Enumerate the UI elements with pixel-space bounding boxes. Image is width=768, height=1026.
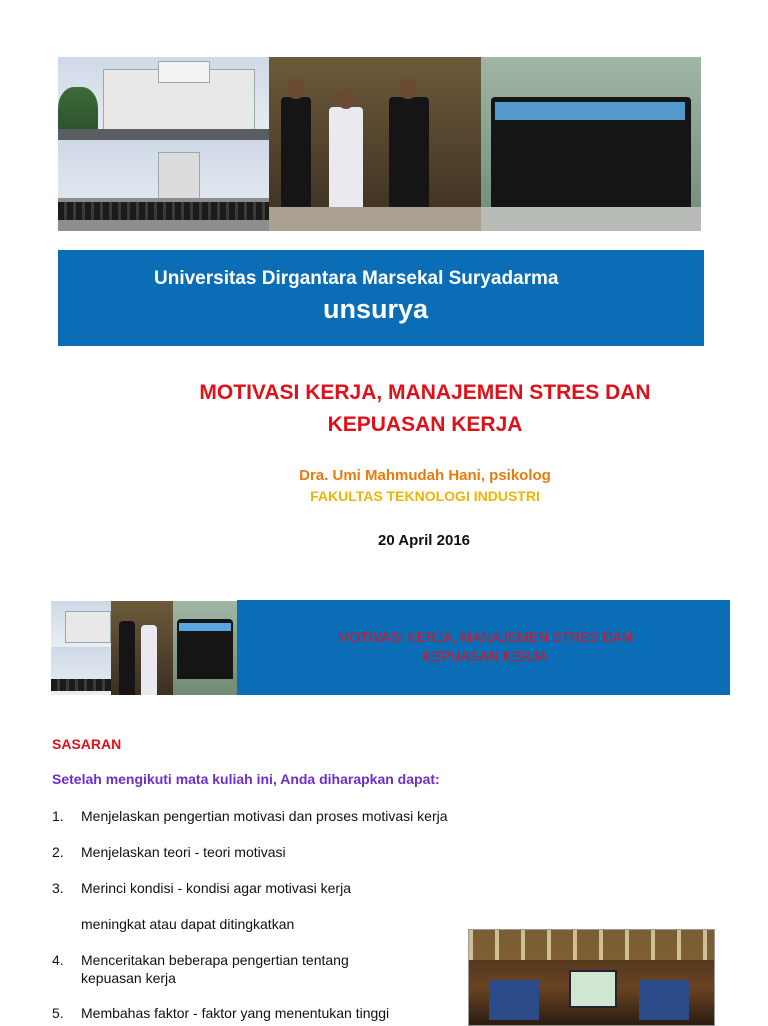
- list-item-number: 2.: [52, 844, 64, 860]
- objectives-intro: Setelah mengikuti mata kuliah ini, Anda diharapkan dapat:: [52, 771, 440, 787]
- objectives-heading: SASARAN: [52, 736, 122, 752]
- small-monument-photo: [51, 647, 111, 695]
- list-item: Menceritakan beberapa pengertian tentang: [81, 952, 349, 968]
- campus-photo: [58, 57, 269, 140]
- faculty-name: FAKULTAS TEKNOLOGI INDUSTRI: [310, 488, 540, 504]
- document-title-line1: MOTIVASI KERJA, MANAJEMEN STRES DAN: [199, 381, 651, 404]
- list-item: Merinci kondisi - kondisi agar motivasi kerja: [81, 880, 351, 896]
- list-item-number: 4.: [52, 952, 64, 968]
- ceremony-photo: [269, 57, 481, 231]
- list-item: Menjelaskan pengertian motivasi dan proses motivasi kerja: [81, 808, 448, 824]
- monument-photo: [58, 140, 269, 231]
- list-item: Membahas faktor - faktor yang menentukan tinggi: [81, 1005, 390, 1021]
- university-name: Universitas Dirgantara Marsekal Suryadarma: [154, 268, 559, 289]
- list-item-number: 3.: [52, 880, 64, 896]
- author-name: Dra. Umi Mahmudah Hani, psikolog: [299, 467, 551, 484]
- small-campus-photo: [51, 601, 111, 647]
- university-short-name: unsurya: [323, 294, 429, 324]
- list-item-continuation: kepuasan kerja: [81, 970, 176, 986]
- small-graduates-photo: [173, 601, 237, 695]
- small-ceremony-photo: [111, 601, 173, 695]
- topic-banner-line2: KEPUASAN KERJA: [422, 648, 548, 664]
- document-date: 20 April 2016: [378, 532, 470, 549]
- document-title-line2: KEPUASAN KERJA: [327, 413, 523, 436]
- list-item-number: 5.: [52, 1005, 64, 1021]
- list-item-continuation: meningkat atau dapat ditingkatkan: [81, 916, 295, 932]
- graduates-photo: [481, 57, 701, 231]
- lecture-hall-photo: [468, 929, 715, 1026]
- topic-banner-line1: MOTIVASI KERJA, MANAJEMEN STRES DAN: [337, 629, 633, 645]
- list-item: Menjelaskan teori - teori motivasi: [81, 844, 286, 860]
- list-item-number: 1.: [52, 808, 64, 824]
